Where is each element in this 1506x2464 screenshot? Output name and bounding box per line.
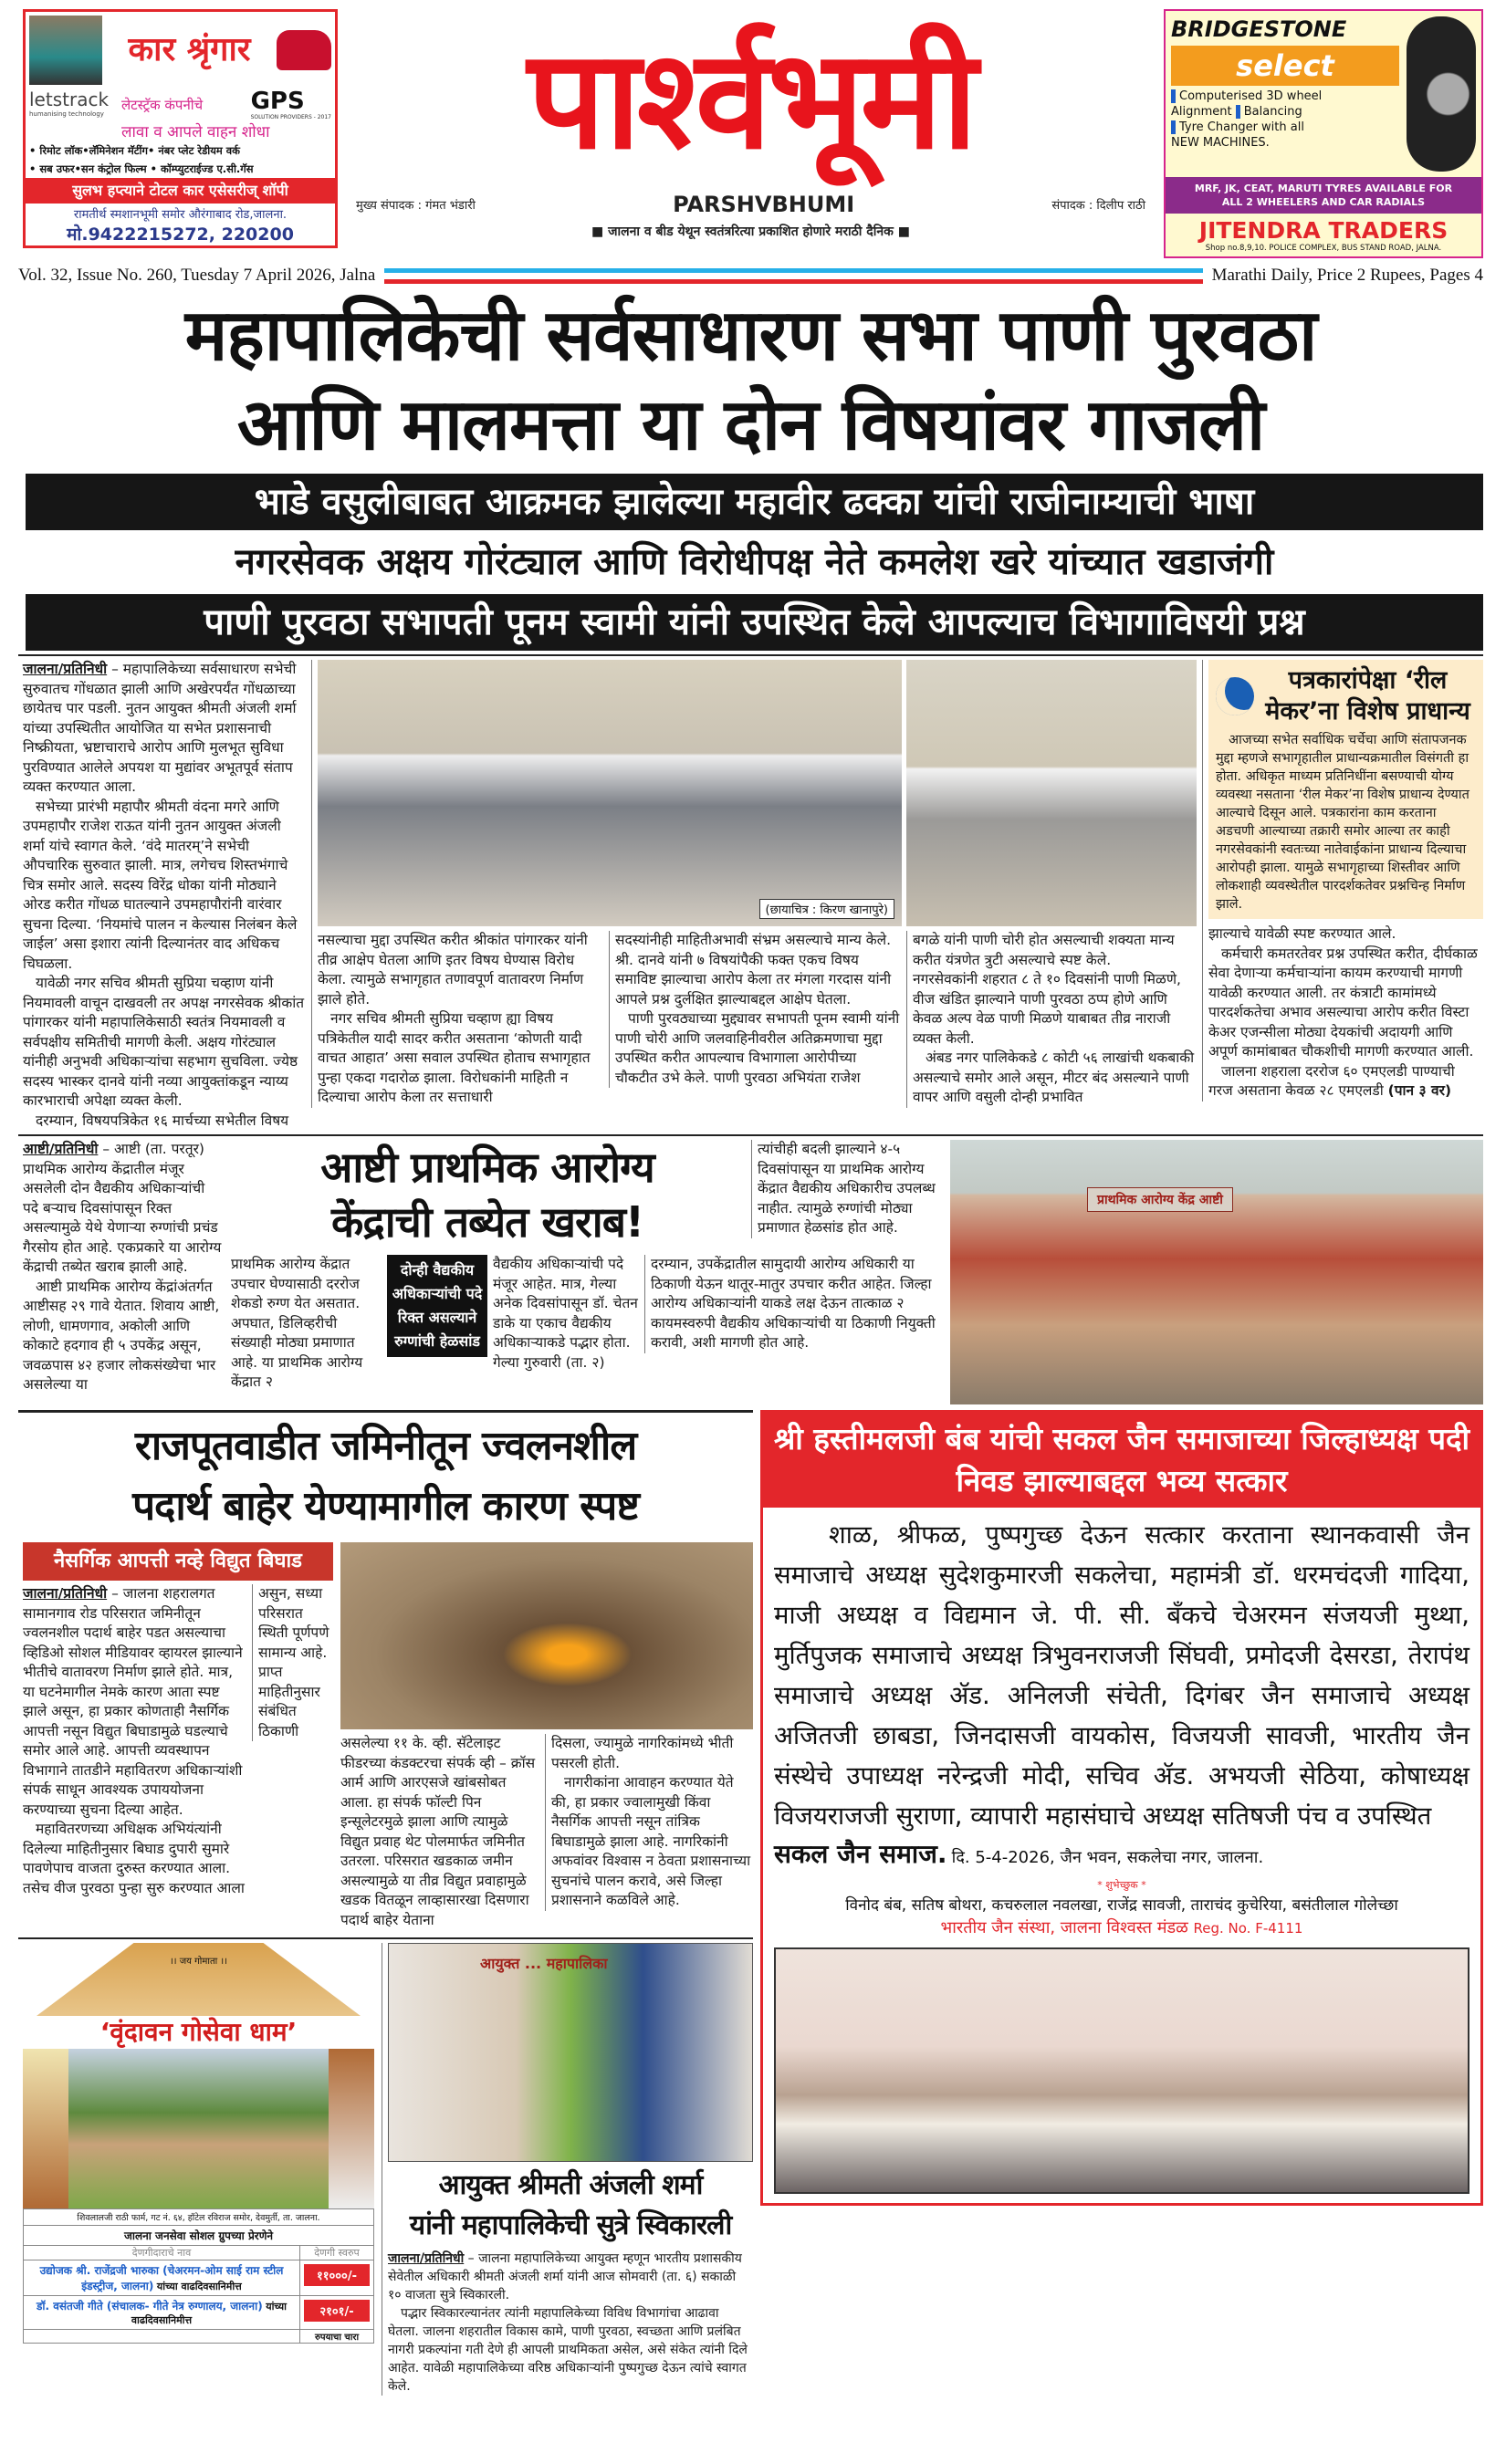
- letstrack-block: [29, 89, 116, 118]
- quote-icon: [1216, 677, 1254, 715]
- cow-left-image: [23, 2049, 68, 2208]
- bottom-section: [18, 1410, 1483, 2396]
- lead-right: [1202, 660, 1483, 1101]
- jain-felicitation-ad: [760, 1410, 1483, 2206]
- divider: [18, 654, 1483, 656]
- dateline: जालना/प्रतिनिधी: [388, 2251, 465, 2266]
- ashti-callout: दोन्ही वैद्यकीय अधिकाऱ्यांची पदे रिक्त असल्याने रुग्णांची हेळसांड: [387, 1255, 487, 1357]
- ad-car-shringar-frame: [23, 9, 338, 248]
- masthead-center: [356, 9, 1145, 240]
- ashti-col-4b: दरम्यान, उपकेंद्रातील सामुदायी आरोग्य अधिकारी या ठिकाणी येऊन थातूर-मातुर उपचार करीत आहेत. जिल्हा आरोग्य अधिकाऱ्यांनी याकडे लक्ष देऊन तात्काळ २ कायमस्वरुपी वैद्यकीय अधिकाऱ्यांची या ठिकाणी नियुक्ती करावी, अशी मागणी होत आहे.: [644, 1255, 943, 1353]
- gps-row: [121, 89, 331, 120]
- org-name: भारतीय जैन संस्था, जालना विश्वस्त मंडळ: [940, 1918, 1188, 1937]
- donor-suffix: यांच्या वाढदिवसानिमीत्त: [156, 2281, 242, 2292]
- jain-headline: श्री हस्तीमलजी बंब यांची सकल जैन समाजाच्या जिल्हाध्यक्ष पदी निवड झाल्याबद्दल भव्य सत्कार: [763, 1413, 1480, 1508]
- col-name-header: देणगीदाराचे नाव: [24, 2246, 300, 2260]
- paragraph: नगर सचिव श्रीमती सुप्रिया चव्हाण ह्या विषय पत्रिकेतील यादी सादर करीत असताना ‘कोणती यादी वाचत आहात’ असा सवाल उपस्थित होताच सभागृहात पुन्हा एकदा गदारोळ झाला. विरोधकांनी माहिती न दिल्याचा आरोप केला तर सत्ताधारी: [318, 1010, 591, 1105]
- logo-latin: PARSHVBHUMI: [673, 192, 855, 217]
- sidebar-text: आजच्या सभेत सर्वाधिक चर्चेचा आणि संतापजनक मुद्दा म्हणजे सभागृहातील प्राधान्यक्रमातील विसंगती हा होता. अधिकृत माध्यम प्रतिनिधींना बसण्याची योग्य व्यवस्था नसताना ‘रील मेकर’ना विशेष प्राधान्य देण्यात आल्याचे दिसून आले. पत्रकारांना काम करताना अडचणी आल्याच्या तक्रारी समोर आल्या तर काही नगरसेवकांनी स्वतःच्या नातेवाईकांना प्राधान्य दिल्याचा आरोपही झाला. यामुळे सभागृहाच्या शिस्तीवर आणि लोकशाही व्यवस्थेतील पारदर्शकतेवर प्रश्नचिन्ह निर्माण झाले.: [1216, 733, 1469, 912]
- feature-3: Balancing: [1236, 105, 1302, 119]
- sidebar-headline: पत्रकारांपेक्षा ‘रील मेकर’ना विशेष प्राधान्य: [1265, 666, 1470, 726]
- lead-text-row: [318, 931, 1197, 1108]
- paragraph: – जालना महापालिकेच्या आयुक्त म्हणून भारतीय प्रशासकीय सेवेतील अधिकारी श्रीमती अंजली शर्मा यांनी आज सोमवारी (ता. ६) सकाळी १० वाजता सुत्रे स्विकारली.: [388, 2251, 742, 2302]
- table-header: [24, 2245, 373, 2260]
- truck-image: [29, 16, 102, 85]
- feature-2: Alignment: [1171, 105, 1232, 119]
- ad-middle-row: [26, 89, 335, 141]
- date-bar: [18, 266, 1483, 286]
- wishers: विनोद बंब, सतिष बोथरा, कचरुलाल नवलखा, राजेंद्र सावजी, ताराचंद कुचेरिया, बसंतीलाल गोलेच्छा: [845, 1896, 1398, 1915]
- footer-empty-cell: [24, 2330, 300, 2343]
- letstrack-logo: letstrack: [29, 89, 110, 110]
- ashti-section: [18, 1140, 1483, 1404]
- select-logo: select: [1171, 46, 1399, 86]
- gosewa-inspiration: जालना जनसेवा सोशल ग्रुपच्या प्रेरणेने: [123, 2229, 274, 2242]
- tyres-band: MRF, JK, CEAT, MARUTI TYRES AVAILABLE FOR ALL 2 WHEELERS AND CAR RADIALS: [1166, 177, 1481, 214]
- amount-cell: [300, 2296, 373, 2329]
- donor-row: [24, 2260, 373, 2295]
- ashti-col-3: वैद्यकीय अधिकाऱ्यांची पदे मंजूर आहेत. मात्र, गेल्या अनेक दिवसांपासून डॉ. चेतन डाके या एकाच वैद्यकीय अधिकाऱ्याकडे पद्भार होता. गेल्या गुरुवारी (ता. २): [493, 1256, 638, 1371]
- gosewa-roof-area: [23, 1943, 374, 2016]
- wishers-label: * शुभेच्छुक *: [1097, 1879, 1146, 1891]
- ashti-middle: [231, 1140, 943, 1393]
- lead-col-4: [906, 931, 1198, 1108]
- chief-editor: मुख्य संपादक : गंमत भंडारी: [356, 199, 476, 213]
- commissioner-story: [382, 1943, 753, 2396]
- rajput-tag: नैसर्गिक आपत्ती नव्हे विद्युत बिघाड: [23, 1542, 333, 1581]
- donor-name: उद्योजक श्री. राजेंद्रजी भारुका (चेअरमन-ओम साई राम स्टील इंडस्ट्रीज, जालना): [39, 2264, 284, 2292]
- ad-gps-block: [121, 89, 331, 141]
- paragraph: सदस्यांनीही माहितीअभावी संभ्रम असल्याचे मान्य केले.: [615, 932, 892, 948]
- rajput-col-2b: असलेल्या ११ के. व्ही. सॅटेलाइट फीडरच्या कंडक्टरचा संपर्क व्ही – क्रॉस आर्म आणि आरएसजे खांबसोबत आला. हा संपर्क फॉल्टी पिन इन्सूलेटरमुळे झाला आणि त्यामुळे विद्युत प्रवाह थेट पोलमार्फत जमिनीत उतरला. परिसरात खडकाळ जमीन असल्यामुळे या तीव्र विद्युत प्रवाहामुळे खडक वितळून लाव्हासारखा दिसणारा पदार्थ बाहेर येताना: [340, 1735, 536, 1928]
- rajput-col-1: [23, 1584, 246, 1898]
- ad-top-row: [26, 12, 335, 89]
- sidebar-box: [1208, 660, 1483, 919]
- gosewa-photo-row: [23, 2049, 374, 2208]
- ashti-top: [231, 1140, 943, 1249]
- donor-cell: [24, 2296, 300, 2329]
- burning-ground-photo: [340, 1542, 753, 1729]
- jain-closing: सकल जैन समाज.: [774, 1839, 947, 1869]
- text: जालना शहराला दररोज ६० एमएलडी पाण्याची गरज असताना केवळ २८ एमएलडी: [1208, 1062, 1455, 1099]
- paragraph: – महापालिकेच्या सर्वसाधारण सभेची सुरुवातच गोंधळात झाली आणि अखेरपर्यंत गोंधळाच्या छायेतच पार पडली. नुतन आयुक्त श्रीमती अंजली शर्मा यांच्या उपस्थितीत आयोजित या सभेत प्रशासनाची निष्क्रीयता, भ्रष्टाचाराचे आरोप आणि मुलभूत सुविधा पुरविण्यात आलेले अपयश या मुद्यांवर अभूतपूर्व संताप व्यक्त करण्यात आला.: [23, 661, 297, 795]
- tyre-image: [1407, 16, 1476, 172]
- col-type-header: देणगी स्वरुप: [314, 2247, 360, 2259]
- footer-label: रुपयाचा चारा: [314, 2333, 360, 2343]
- rajput-col-2a: असुन, सध्या परिसरात स्थिती पूर्णपणे सामान्य आहे. प्राप्त माहितीनुसार संबंधित ठिकाणी: [252, 1584, 333, 1741]
- health-centre-photo: [950, 1140, 1483, 1404]
- rajput-col-3: [545, 1734, 753, 1911]
- gosewa-ad: [18, 1943, 374, 2344]
- donor-cell: [24, 2260, 300, 2295]
- paragraph: पाणी पुरवठ्याच्या मुद्द्यावर सभापती पूनम स्वामी यांनी पाणी चोरी आणि जलवाहिनीवरील अतिक्रमणाचा मुद्दा उपस्थित करीत आपल्याच विभागाला आरोपीच्या चौकटीत उभे केले. पाणी पुरवठा अभियंता राजेश: [615, 1010, 900, 1086]
- donor-table: [23, 2208, 374, 2344]
- photo-credit: (छायाचित्र : किरण खानापुरे): [759, 899, 894, 919]
- paragraph: – आष्टी (ता. परतूर) प्राथमिक आरोग्य केंद्रातील मंजूर असलेली दोन वैद्यकीय अधिकाऱ्यांची पदे बऱ्याच दिवसांपासून रिक्त असल्यामुळे येथे येणाऱ्या रुग्णांची प्रचंड गैरसोय होत आहे. एकप्रकारे या आरोग्य केंद्राची तब्येत खराब झाली आहे.: [23, 1141, 222, 1275]
- feature-1: Computerised 3D wheel: [1171, 89, 1399, 103]
- lead-col-2: [318, 931, 603, 1108]
- bridgestone-top: [1166, 11, 1481, 177]
- donor-suffix: यांच्या वाढदिवसानिमीत्त: [131, 2301, 288, 2326]
- paragraph: नागरीकांना आवाहन करण्यात येते की, हा प्रकार ज्वालामुखी किंवा नैसर्गिक आपत्ती नसून तांत्रिक बिघाडामुळे झाला आहे. नागरिकांनी अफवांवर विश्वास न ठेवता प्रशासनाच्या सुचनांचे पालन करावे, असे जिल्हा प्रशासनाने कळविले आहे.: [551, 1774, 751, 1908]
- ashti-headline-1: आष्टी प्राथमिक आरोग्य: [320, 1143, 654, 1192]
- paragraph: श्री. दानवे यांनी ७ विषयांपैकी फक्त एकच विषय समाविष्ट झाल्याचा आरोप केला तर मंगला गरदास यांनी आपले प्रश्न दुर्लक्षित झाल्याबद्दल आक्षेप घेतला.: [615, 951, 892, 1008]
- paragraph: दरम्यान, विषयपत्रिकेत १६ मार्चच्या सभेतील विषय: [36, 1112, 289, 1129]
- donor-name: डॉ. वसंतजी गीते (संचालक- गीते नेत्र रुग्णालय, जालना): [36, 2300, 263, 2313]
- lead-middle: [311, 660, 1197, 1108]
- car-image: [277, 30, 331, 70]
- lead-col-5: [1208, 924, 1483, 1101]
- photo-row: [318, 660, 1197, 926]
- ad-bridgestone-frame: [1164, 9, 1483, 258]
- dateline: आष्टी/प्रतिनिधी: [23, 1141, 99, 1157]
- donor-row: [24, 2295, 373, 2329]
- ad-banner: सुलभ हप्त्याने टोटल कार एसेसरीज् शॉपी: [26, 178, 335, 204]
- bottom-left: [18, 1410, 753, 2396]
- jain-body: शाळ, श्रीफळ, पुष्पगुच्छ देऊन सत्कार करताना स्थानकवासी जैन समाजाचे अध्यक्ष सुदेशकुमारजी सकलेचा, महामंत्री डॉ. धरमचंदजी गादिया, माजी अध्यक्ष व विद्यमान जे. पी. सी. बँकचे चेअरमन संजयजी मुथ्था, मुर्तिपुजक समाजाचे अध्यक्ष त्रिभुवनराजजी सिंघवी, प्रमोदजी देसरडा, तेरापंथ समाजाचे अध्यक्ष ॲड. अनिलजी संचेती, दिगंबर जैन समाजाचे अध्यक्ष अजितजी छाबडा, जिनदासजी वायकोस, विजयजी सावजी, भारतीय जैन संस्थेचे उपाध्यक्ष नरेन्द्रजी मोदी, सचिव ॲड. अभयजी सेठिया, कोषाध्यक्ष विजयराजजी सुराणा, व्यापारी महासंघाचे अध्यक्ष सतिषजी पंच व उपस्थित: [774, 1520, 1469, 1831]
- paragraph: आष्टी प्राथमिक आरोग्य केंद्रांअंतर्गत आष्टीसह २९ गावे येतात. शिवाय आष्टी, लोणी, धामणगाव, अकोली आणि कोकाटे हदगाव ही ५ उपकेंद्र असून, जवळपास ४२ हजार लोकसंख्येचा भार असलेल्या या: [23, 1278, 220, 1393]
- subheadline-1: भाडे वसुलीबाबत आक्रमक झालेल्या महावीर ढक्का यांची राजीनाम्याची भाषा: [26, 474, 1483, 530]
- rajput-right-cols: [340, 1734, 753, 1930]
- bridgestone-text: [1171, 16, 1399, 150]
- reg-no: Reg. No. F-4111: [1193, 1920, 1303, 1937]
- commissioner-welcome-photo: [388, 1943, 753, 2162]
- letstrack-tagline: humanising technology: [29, 110, 104, 118]
- paragraph: [1208, 1062, 1483, 1101]
- gosewa-address: शिवलालजी राठी फार्म, गट नं. ६४, हॉटेल रविराज समोर, देवमुर्ती, ता. जालना.: [24, 2209, 373, 2226]
- amount-cell: [300, 2260, 373, 2295]
- commissioner-headline-1: आयुक्त श्रीमती अंजली शर्मा: [438, 2169, 703, 2201]
- gps-sub: SOLUTION PROVIDERS - 2017: [250, 114, 331, 120]
- rajput-headline-2: पदार्थ बाहेर येण्यामागील कारण स्पष्ट: [132, 1483, 639, 1530]
- lead-headline-1: महापालिकेची सर्वसाधारण सभा पाणी पुरवठा: [184, 295, 1317, 377]
- paragraph: महावितरणच्या अधिक्षक अभियंत्यांनी दिलेल्या माहितीनुसार बिघाड दुपारी सुमारे पावणेपाच वाजता दुरुस्त करण्यात आला. तसेच वीज पुरवठा पुन्हा सुरु करण्यात आला: [23, 1821, 245, 1896]
- paragraph: पद्भार स्विकारल्यानंतर त्यांनी महापालिकेच्या विविध विभागांचा आढावा घेतला. जालना शहरातील विकास कामे, पाणी पुरवठा, स्वच्छता आणि प्रलंबित नागरी प्रकल्पांना गती देणे ही आपली प्राथमिकता असेल, असे संकेत त्यांनी दिले आहेत. यावेळी महापालिकेच्या वरिष्ठ अधिकाऱ्यांनी पुष्पगुच्छ देऊन त्यांचे स्वागत केले.: [388, 2306, 748, 2394]
- jain-date-place: दि. 5-4-2026, जैन भवन, सकलेचा नगर, जालना.: [951, 1848, 1264, 1867]
- masthead: [18, 9, 1483, 258]
- gosewa-title: ‘वृंदावन गोसेवा धाम’: [99, 2017, 298, 2047]
- paragraph: कर्मचारी कमतरतेवर प्रश्न उपस्थित करीत, दीर्घकाळ सेवा देणाऱ्या कर्मचाऱ्यांना कायम करण्याची मागणी यावेळी करण्यात आली. तर कंत्राटी कामांमध्ये पारदर्शकतेचा अभाव असल्याचा आरोप करीत विस्टा केअर एजन्सीला मोठ्या देयकांची अदायगी आणि अपूर्ण कामांबाबत चौकशीची मागणी करण्यात आली.: [1208, 945, 1478, 1060]
- paragraph: झाल्याचे यावेळी स्पष्ट करण्यात आले.: [1208, 925, 1396, 942]
- sidebar-head-row: [1216, 665, 1476, 727]
- feature-4: Tyre Changer with all: [1171, 120, 1399, 134]
- donation-amount: २१०१/-: [304, 2300, 370, 2322]
- gps-block: [251, 89, 331, 120]
- dealer-address: Shop no.8,9,10. POLICE COMPLEX, BUS STAND ROAD, JALNA.: [1205, 244, 1442, 253]
- ashti-headline-2: केंद्राची तब्येत खराब!: [331, 1197, 643, 1247]
- ad-line2: लावा व आपले वाहन शोधा: [121, 123, 270, 141]
- ashti-headline: [231, 1140, 744, 1249]
- cow-right-image: [329, 2049, 374, 2208]
- ashti-col-4: [751, 1140, 943, 1238]
- newspaper-logo: पार्श्वभूमी: [527, 21, 975, 180]
- dateline: जालना/प्रतिनिधी: [23, 661, 108, 677]
- paragraph: सभेच्या प्रारंभी महापौर श्रीमती वंदना मगरे आणि उपमहापौर राजेश राऊत यांनी नुतन आयुक्त अंजली शर्मा यांचे स्वागत केले. ‘वंदे मातरम्’ने सभेची औपचारिक सुरुवात झाली. मात्र, लगेचच शिस्तभंगाचे चित्र समोर आले. सदस्य विरेंद्र धोका यांनी मोठ्याने ओरड करीत गोंधळ घातल्याने उपमहापौरांनी वारंवार सुचना दिल्या. ‘नियमांचे पालन न केल्यास निलंबन केले जाईल’ असा इशारा त्यांनी दिल्यानंतर वाद अधिकच चिघळला.: [23, 798, 298, 972]
- edition-info: Vol. 32, Issue No. 260, Tuesday 7 April 2026, Jalna: [18, 266, 376, 285]
- donation-amount: ११०००/-: [304, 2264, 370, 2286]
- ad-title: कार श्रृंगार: [128, 31, 251, 68]
- paragraph: – जालना शहरालगत सामानगाव रोड परिसरात जमिनीतून ज्वलनशील पदार्थ बाहेर पडत असल्याचा व्हिडिओ सोशल मीडियावर व्हायरल झाल्याने भीतीचे वातावरण निर्माण झाले होते. मात्र, या घटनेमागील नेमके कारण आता स्पष्ट झाले असून, हा प्रकार कोणताही नैसर्गिक आपत्ती नसून विद्युत बिघाडामुळे घडल्याचे समोर आले आहे. आपत्ती व्यवस्थापन विभागाने तातडीने महावितरण अधिकाऱ्यांशी संपर्क साधून आवश्यक उपाययोजना करण्याच्या सुचना दिल्या आहेत.: [23, 1585, 243, 1818]
- ad-address: रामतीर्थ स्मशानभूमी समोर औरंगाबाद रोड,जालना.: [73, 208, 288, 222]
- lead-col-1: [18, 660, 306, 1131]
- commissioner-headline-2: यांनी महापालिकेची सुत्रे स्विकारली: [409, 2209, 732, 2241]
- paragraph: दिसला, ज्यामुळे नागरिकांमध्ये भीती पसरली होती.: [551, 1735, 734, 1771]
- rajput-left: [18, 1542, 333, 1898]
- ad-services-1: • रिमोट लॉक•लॅमिनेशन मॅटींग• नंबर प्लेट रेडीयम वर्क: [29, 144, 240, 157]
- photo-sign: आयुक्त ... महापालिका: [480, 1955, 608, 1972]
- jain-closing-line: [763, 1836, 1480, 1871]
- ad-phone: मो.9422215272, 220200: [67, 224, 294, 245]
- gosewa-top: ।। जय गोमाता ।।: [170, 1957, 227, 1967]
- paragraph: बगळे यांनी पाणी चोरी होत असल्याची शक्यता मान्य करीत यंत्रणेत त्रुटी असल्याचे स्पष्ट केले.: [913, 932, 1175, 968]
- ashti-bottom: [231, 1255, 943, 1393]
- lead-col-3: [609, 931, 901, 1088]
- editor: संपादक : दिलीप राठी: [1051, 199, 1145, 213]
- subheadline-3: पाणी पुरवठा सभापती पूनम स्वामी यांनी उपस्थित केले आपल्याच विभागाविषयी प्रश्न: [26, 594, 1483, 651]
- dateline: जालना/प्रतिनिधी: [23, 1585, 108, 1602]
- ad-company: लेटस्ट्रॅक कंपनीचे: [121, 96, 204, 113]
- editor-row: [356, 192, 1145, 217]
- continued-label: (पान ३ वर): [1387, 1082, 1452, 1099]
- ad-services-2: • सब उफर•सन कंट्रोल फिल्म • कॉम्प्युटराईज्ड ए.सी.गॅस: [29, 162, 254, 175]
- price-info: Marathi Daily, Price 2 Rupees, Pages 4: [1211, 266, 1483, 285]
- divider: [18, 1410, 753, 1413]
- tagline: ■ जालना व बीड येथून स्वतंत्ररित्या प्रकाशित होणारे मराठी दैनिक ■: [591, 224, 910, 239]
- table-footer: [24, 2329, 373, 2343]
- paragraph: नगरसेवकांनी शहरात ८ ते १० दिवसांनी पाणी मिळणे, वीज खंडित झाल्याने पाणी पुरवठा ठप्प होणे आणि केवळ अल्प वेळ पाणी मिळणे याबाबत तीव्र नाराजी व्यक्त केली.: [913, 971, 1181, 1047]
- ashti-col-2: प्राथमिक आरोग्य केंद्रात उपचार घेण्यासाठी दररोज शेकडो रुग्ण येत असतात. अपघात, डिलिव्हरीची संख्याही मोठ्या प्रमाणात आहे. या प्राथमिक आरोग्य केंद्रात २: [231, 1256, 363, 1390]
- gps-label: GPS: [250, 88, 305, 115]
- lead-headline-2: आणि मालमत्ता या दोन विषयांवर गाजली: [236, 384, 1265, 466]
- bridgestone-logo: BRIDGESTONE: [1171, 16, 1347, 42]
- ashti-col-1: [18, 1140, 224, 1395]
- divider: [18, 1937, 753, 1939]
- paragraph: त्यांचीही बदली झाल्याने ४-५ दिवसांपासून या प्राथमिक आरोग्य केंद्रात वैद्यकीय अधिकारीच उपलब्ध नाहीत. त्यामुळे रुग्णांची मोठ्या प्रमाणात हेळसांड होत आहे.: [758, 1141, 936, 1236]
- felicitation-photo: [774, 1947, 1469, 2194]
- rajput-right: [340, 1542, 753, 1930]
- date-bar-lines: [384, 268, 1202, 284]
- divider: [18, 1134, 1483, 1136]
- lead-story: [18, 660, 1483, 1131]
- cows-photo: [68, 2049, 329, 2208]
- commissioner-text: [388, 2250, 753, 2396]
- org-line: [763, 1916, 1480, 1938]
- paragraph: यावेळी नगर सचिव श्रीमती सुप्रिया चव्हाण यांनी नियमावली वाचून दाखवली तर अपक्ष नगरसेवक श्रीकांत पांगारकर यांनी महापालिकेसाठी स्वतंत्र नियमावली व सर्वपक्षीय समितीची मागणी केली. अक्षय गोरंट्याल यांनीही अनुभवी अधिकाऱ्यांचा सहभाग सुचविला. ज्येष्ठ सदस्य भास्कर दानवे यांनी नव्या आयुक्तांकडून न्याय्य कारभाराची अपेक्षा व्यक्त केली.: [23, 975, 305, 1109]
- paragraph: नसल्याचा मुद्दा उपस्थित करीत श्रीकांत पांगारकर यांनी तीव्र आक्षेप घेतला आणि इतर विषय घेण्यास विरोध केला. त्यामुळे सभागृहात तणावपूर्ण वातावरण निर्माण झाले होते.: [318, 932, 588, 1008]
- council-meeting-photo-2: [906, 660, 1197, 926]
- dealer-name: JITENDRA TRADERS: [1198, 217, 1448, 244]
- health-centre-sign: प्राथमिक आरोग्य केंद्र आष्टी: [1087, 1187, 1233, 1212]
- rajput-body: [18, 1542, 753, 1930]
- jain-text: [763, 1508, 1480, 1836]
- bottom-row: [18, 1943, 753, 2396]
- paragraph: अंबड नगर पालिकेकडे ८ कोटी ५६ लाखांची थकबाकी असल्याचे समोर आले असून, मीटर बंद असल्याने पाणी वापर आणि वसुली दोन्ही प्रभावित: [913, 1049, 1195, 1105]
- subheadline-2: नगरसेवक अक्षय गोरंट्याल आणि विरोधीपक्ष नेते कमलेश खरे यांच्यात खडाजंगी: [26, 534, 1483, 590]
- feature-5: NEW MACHINES.: [1171, 136, 1270, 150]
- rajput-left-cols: [23, 1584, 333, 1898]
- feature-line-2: [1171, 105, 1399, 119]
- rajput-headline-1: राजपूतवाडीत जमिनीतून ज्वलनशील: [134, 1423, 637, 1469]
- council-meeting-photo-1: [318, 660, 902, 926]
